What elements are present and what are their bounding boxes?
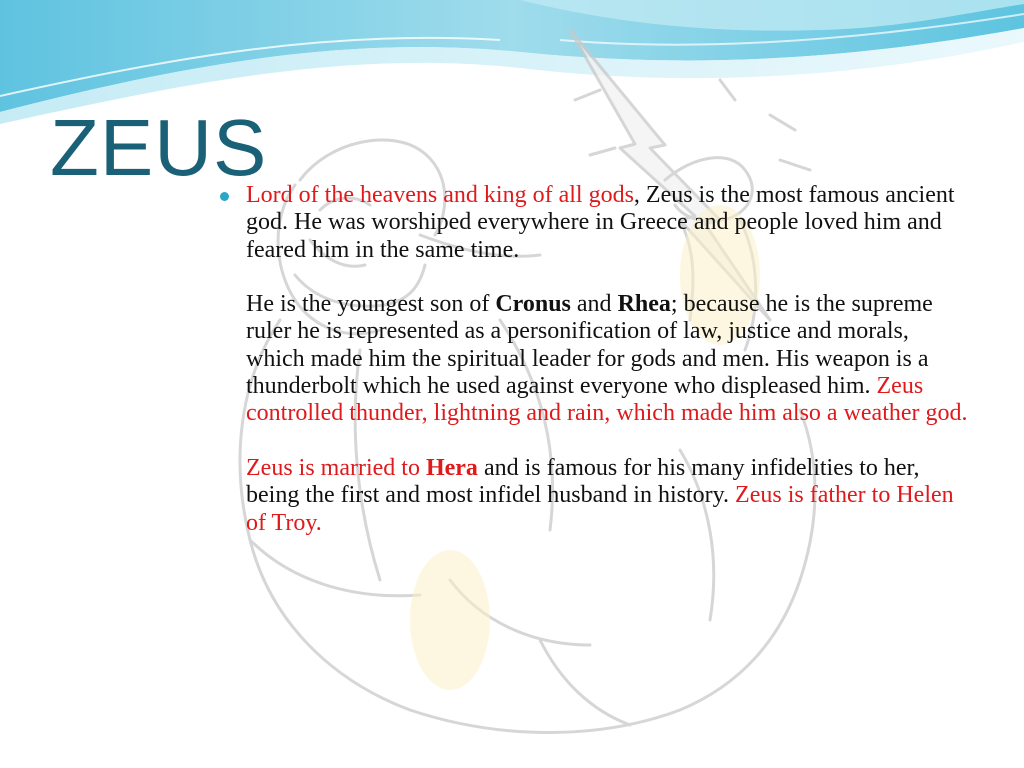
paragraph-intro (246, 182, 970, 264)
text-segment: and (570, 291, 618, 318)
text-segment-cronus: Cronus (495, 291, 571, 318)
text-segment: Lord of the heavens and king of all gods (246, 182, 634, 208)
slide-title: ZEUS (50, 103, 268, 192)
text-segment: Zeus controlled thunder, lightning and rain, which made him also a weather god. (246, 373, 968, 427)
paragraph-spacer (246, 428, 970, 455)
text-segment: Zeus is married to (246, 454, 426, 481)
slide-content (220, 182, 970, 537)
paragraph-parentage (246, 291, 970, 427)
text-segment: ; because he is the supreme ruler he is represented as a personification of law, justice and morals, which made him the spiritual leader for gods and men. His weapon is a thunderbolt which he used against everyone who displeased him. (246, 291, 933, 400)
text-segment-hera: Hera (425, 454, 478, 481)
paragraph-spacer (246, 264, 970, 291)
text-segment: Zeus is father to Helen of Troy. (246, 482, 954, 536)
bullet-text-block (246, 182, 970, 537)
text-segment: and is famous for his many infidelities to her, being the first and most infidel husband in history. (246, 454, 920, 509)
text-segment: He is the youngest son of (246, 291, 496, 318)
paragraph-marriage (246, 455, 970, 537)
text-segment: , Zeus is the most famous ancient god. He was worshiped everywhere in Greece and people loved him and feared him in the same time. (246, 182, 955, 263)
text-segment-rhea: Rhea (617, 291, 671, 318)
round-bullet-icon (220, 192, 229, 201)
